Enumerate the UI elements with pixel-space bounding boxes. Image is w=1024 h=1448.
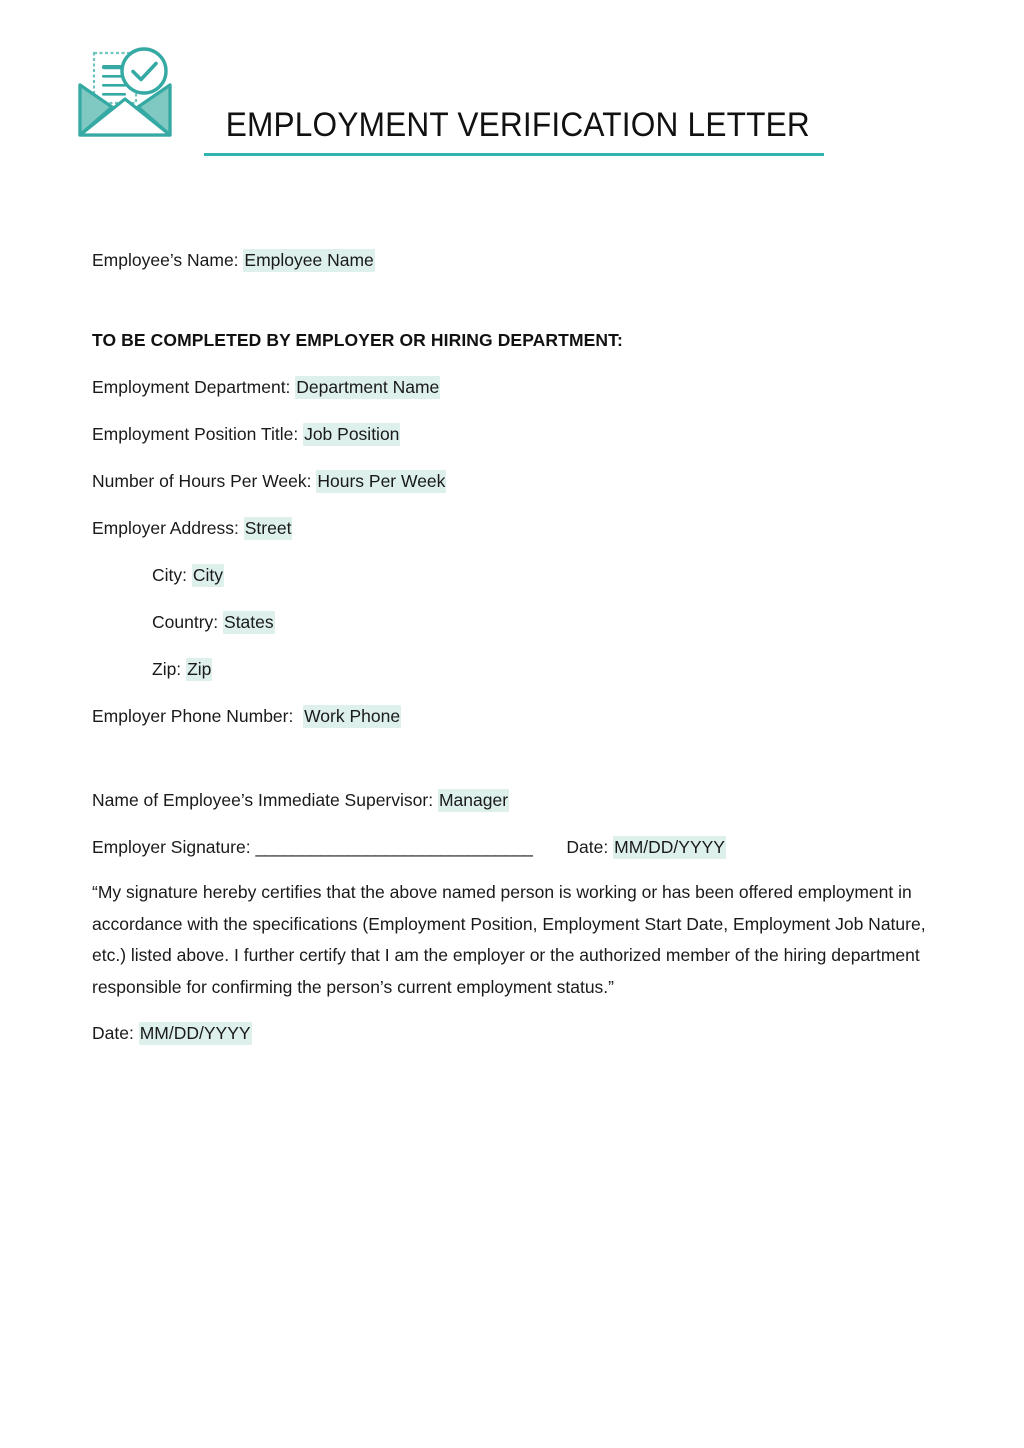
hours-per-week-row [92,469,942,493]
hours-per-week-label: Number of Hours Per Week: [92,471,312,491]
envelope-document-check-icon [72,41,178,147]
employment-department-label: Employment Department: [92,377,291,397]
employer-phone-row [92,704,942,728]
spacer [92,540,942,563]
title-block [204,103,824,156]
employer-address-label: Employer Address: [92,518,239,538]
employment-position-value[interactable]: Job Position [304,424,400,444]
signature-date-label: Date: [566,837,609,857]
employment-department-value[interactable]: Department Name [296,377,440,397]
employer-phone-value[interactable]: Work Phone [304,706,401,726]
employee-name-row [92,248,942,272]
page-title: EMPLOYMENT VERIFICATION LETTER [225,106,810,144]
employer-city-value[interactable]: City [192,565,224,585]
employer-country-value[interactable]: States [224,612,274,632]
spacer [92,681,942,704]
signature-line[interactable]: ______________________________ [255,837,533,857]
employer-country-row [92,610,942,634]
employment-position-row [92,422,942,446]
supervisor-value[interactable]: Manager [438,790,509,810]
hours-per-week-value[interactable]: Hours Per Week [317,471,446,491]
employer-zip-row [92,657,942,681]
spacer [92,272,942,328]
employer-zip-value[interactable]: Zip [187,659,212,679]
signature-date-value[interactable]: MM/DD/YYYY [614,837,725,857]
spacer [92,1003,942,1021]
employment-position-label: Employment Position Title: [92,424,299,444]
spacer [92,859,942,877]
employer-signature-label: Employer Signature: [92,837,251,857]
spacer [92,728,942,788]
signature-row [92,835,942,859]
spacer [92,399,942,422]
employee-name-label: Employee’s Name: [92,250,239,270]
employer-address-row [92,516,942,540]
title-underline-rule [204,153,824,156]
supervisor-label: Name of Employee’s Immediate Supervisor: [92,790,434,810]
employer-phone-label: Employer Phone Number: [92,706,299,726]
spacer [92,634,942,657]
employer-city-label: City: [152,565,187,585]
spacer [92,352,942,375]
spacer [92,812,942,835]
footer-date-row [92,1021,942,1045]
employer-country-label: Country: [152,612,219,632]
footer-date-value[interactable]: MM/DD/YYYY [139,1023,251,1043]
document-header [0,0,1024,175]
employer-address-value[interactable]: Street [244,518,292,538]
certification-paragraph: “My signature hereby certifies that the above named person is working or has been offered employment in accordance with the specifications (Employment Position, Employment Start Date, Employment Job Nature, etc.) listed above. I further certify that I am the employer or the authorized member of the hiring department responsible for confirming the person’s current employment status.” [92,882,926,997]
footer-date-label: Date: [92,1023,134,1043]
employer-zip-label: Zip: [152,659,182,679]
section-heading: TO BE COMPLETED BY EMPLOYER OR HIRING DEPARTMENT: [92,330,623,350]
employer-city-row [92,563,942,587]
spacer [92,587,942,610]
spacer [92,493,942,516]
supervisor-row [92,788,942,812]
employee-name-value[interactable]: Employee Name [244,250,374,270]
employment-department-row [92,375,942,399]
spacer [92,446,942,469]
document-body [92,248,942,1045]
